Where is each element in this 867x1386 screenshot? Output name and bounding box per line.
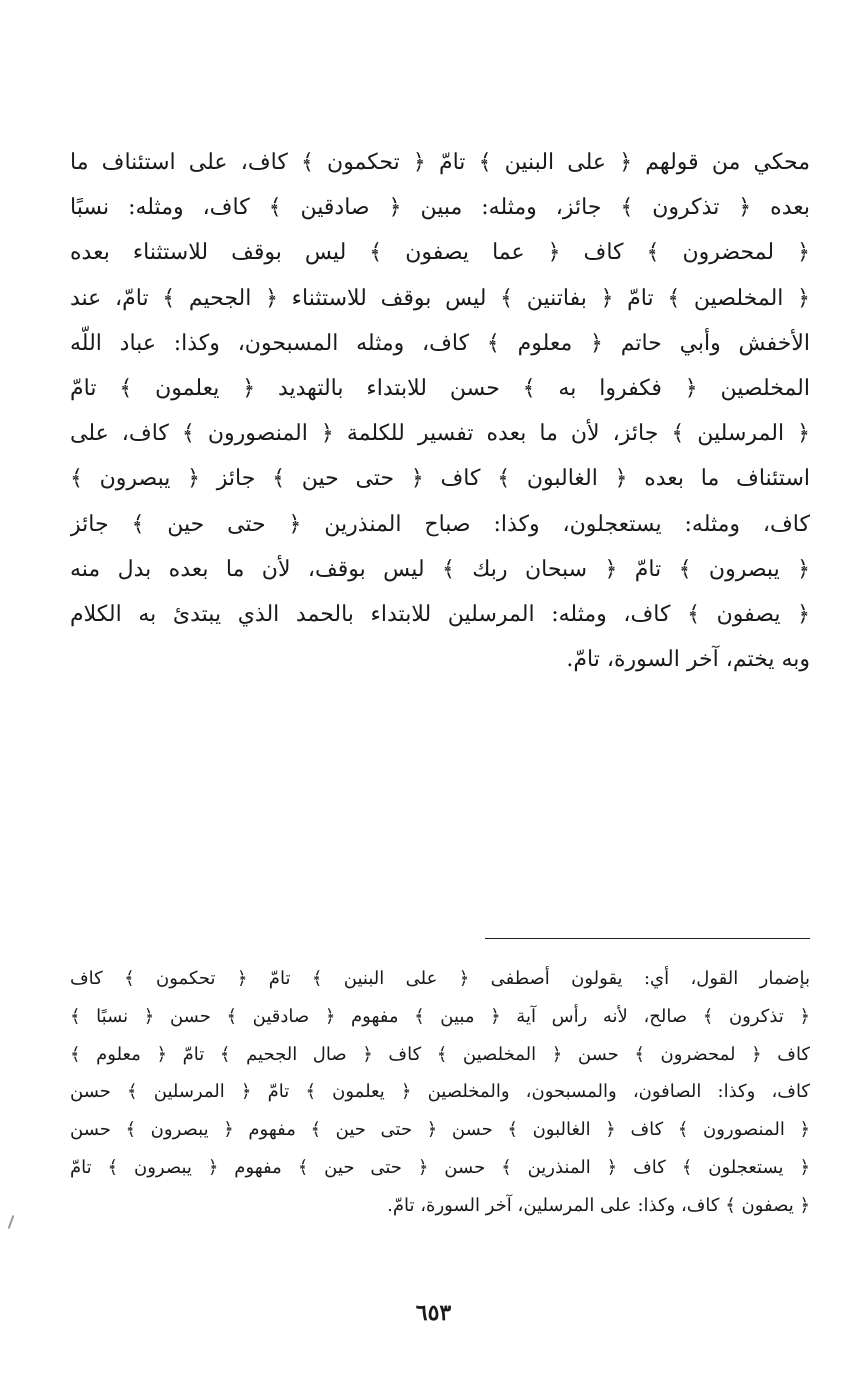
page-number: ٦٥٣ bbox=[415, 1300, 452, 1326]
main-text-line: الأخفش وأبي حاتم ﴿ معلوم ﴾ كاف، ومثله المسبحون، وكذا: عباد اللّه bbox=[70, 330, 810, 356]
main-text-line: ﴿ المرسلين ﴾ جائز، لأن ما بعده تفسير للكلمة ﴿ المنصورون ﴾ كاف، على bbox=[70, 421, 810, 447]
main-text-line: ﴿ يصفون ﴾ كاف، ومثله: المرسلين للابتداء بالحمد الذي يبتدئ به الكلام bbox=[70, 601, 810, 627]
main-text-block bbox=[70, 140, 810, 682]
footnote-line: ﴿ المنصورون ﴾ كاف ﴿ الغالبون ﴾ حسن ﴿ حتى حين ﴾ مفهوم ﴿ يبصرون ﴾ حسن bbox=[70, 1119, 810, 1141]
footnote-line: كاف، وكذا: الصافون، والمسبحون، والمخلصين ﴿ يعلمون ﴾ تامّ ﴿ المرسلين ﴾ حسن bbox=[70, 1081, 810, 1103]
footnote-separator bbox=[485, 938, 810, 939]
footnote-line: كاف ﴿ لمحضرون ﴾ حسن ﴿ المخلصين ﴾ كاف ﴿ صال الجحيم ﴾ تامّ ﴿ معلوم ﴾ bbox=[70, 1043, 810, 1065]
footnote-line: ﴿ تذكرون ﴾ صالح، لأنه رأس آية ﴿ مبين ﴾ مفهوم ﴿ صادقين ﴾ حسن ﴿ نسبًا ﴾ bbox=[70, 1005, 810, 1027]
footnote-line: بإضمار القول، أي: يقولون أصطفى ﴿ على البنين ﴾ تامّ ﴿ تحكمون ﴾ كاف bbox=[70, 968, 810, 989]
main-text-line: ﴿ يبصرون ﴾ تامّ ﴿ سبحان ربك ﴾ ليس بوقف، لأن ما بعده بدل منه bbox=[70, 556, 810, 582]
main-text-line: وبه يختم، آخر السورة، تامّ. bbox=[566, 647, 810, 673]
footnote-line: ﴿ يصفون ﴾ كاف، وكذا: على المرسلين، آخر السورة، تامّ. bbox=[387, 1194, 810, 1216]
footnotes-block bbox=[70, 960, 810, 1225]
scan-margin-mark bbox=[8, 1215, 15, 1229]
main-text-line: ﴿ المخلصين ﴾ تامّ ﴿ بفاتنين ﴾ ليس بوقف للاستثناء ﴿ الجحيم ﴾ تامّ، عند bbox=[70, 285, 810, 311]
main-text-line: ﴿ لمحضرون ﴾ كاف ﴿ عما يصفون ﴾ ليس بوقف للاستثناء بعده bbox=[70, 240, 810, 266]
main-text-line: استئناف ما بعده ﴿ الغالبون ﴾ كاف ﴿ حتى حين ﴾ جائز ﴿ يبصرون ﴾ bbox=[70, 466, 810, 492]
main-text-line: كاف، ومثله: يستعجلون، وكذا: صباح المنذرين ﴿ حتى حين ﴾ جائز bbox=[70, 511, 810, 537]
main-text-line: بعده ﴿ تذكرون ﴾ جائز، ومثله: مبين ﴿ صادقين ﴾ كاف، ومثله: نسبًا bbox=[70, 195, 810, 221]
main-text-line: المخلصين ﴿ فكفروا به ﴾ حسن للابتداء بالتهديد ﴿ يعلمون ﴾ تامّ bbox=[70, 375, 810, 401]
main-text-line: محكي من قولهم ﴿ على البنين ﴾ تامّ ﴿ تحكمون ﴾ كاف، على استئناف ما bbox=[70, 150, 810, 175]
footnote-line: ﴿ يستعجلون ﴾ كاف ﴿ المنذرين ﴾ حسن ﴿ حتى حين ﴾ مفهوم ﴿ يبصرون ﴾ تامّ bbox=[70, 1156, 810, 1178]
